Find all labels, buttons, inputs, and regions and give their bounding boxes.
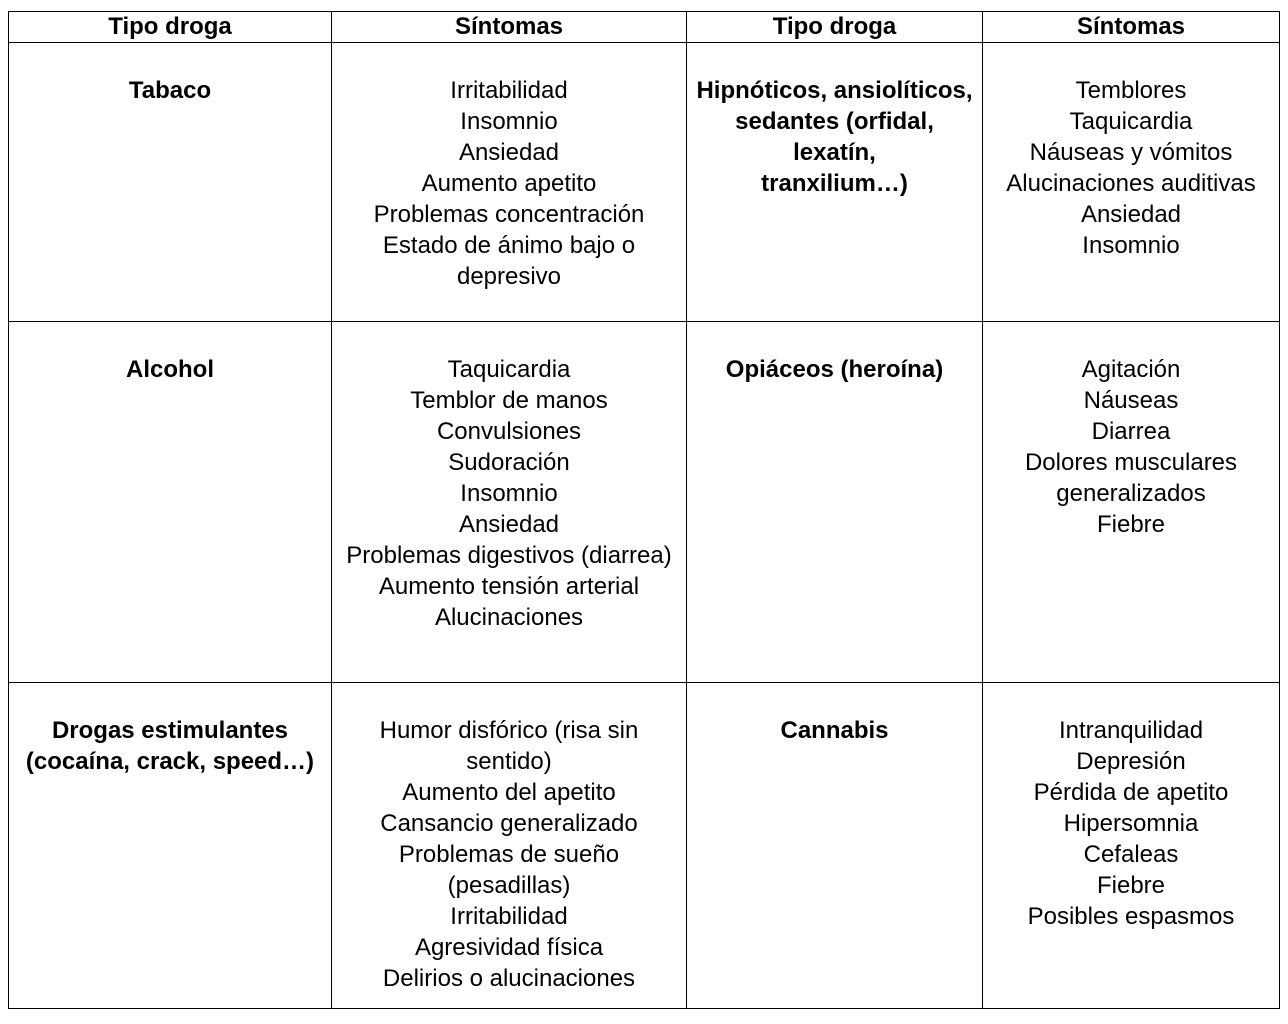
symptom-item: Náuseas y vómitos [1029,139,1233,166]
symptom-item: Cefaleas [1083,841,1179,868]
symptom-item: Insomnio [460,480,558,507]
drug-name: Tabaco [128,77,212,104]
symptom-item: Convulsiones [436,418,582,445]
symptoms-cell [332,43,687,322]
symptom-item: Intranquilidad [1058,717,1204,744]
symptoms-cell [983,43,1280,322]
symptom-item: Alucinaciones auditivas [1006,170,1256,197]
drug-name: tranxilium…) [761,170,908,197]
drug-type-cell [9,43,332,322]
drug-name: Opiáceos (heroína) [725,356,944,383]
symptom-item: Dolores musculares [1024,449,1238,476]
symptom-item: Problemas concentración [373,201,645,228]
symptoms-cell [332,683,687,1009]
drug-type-cell [9,683,332,1009]
symptom-item: Problemas digestivos (diarrea) [346,542,672,569]
drug-type-cell [687,683,983,1009]
symptom-item: generalizados [1056,480,1206,507]
symptom-item: Ansiedad [458,511,560,538]
symptom-item: Taquicardia [447,356,571,383]
header-symptoms-right: Síntomas [983,12,1280,43]
symptom-item: Cansancio generalizado [380,810,638,837]
table-row [9,322,1280,683]
symptom-item: Agresividad física [414,934,604,961]
symptom-item: Humor disfórico (risa sin sentido) [379,717,639,775]
symptom-item: Temblor de manos [410,387,608,414]
header-row [9,12,1280,43]
symptom-item: Ansiedad [458,139,560,166]
drug-name: Drogas estimulantes [51,717,289,744]
symptom-item: Fiebre [1096,872,1166,899]
symptom-item: Delirios o alucinaciones [382,965,636,992]
symptom-item: Fiebre [1096,511,1166,538]
symptom-item: Depresión [1076,748,1186,775]
drug-type-cell [687,322,983,683]
symptom-item: Insomnio [460,108,558,135]
symptom-item: depresivo [456,263,562,290]
drug-withdrawal-table [8,11,1280,1009]
table-row [9,683,1280,1009]
symptoms-cell [983,683,1280,1009]
header-drug-type-right: Tipo droga [687,12,983,43]
symptom-item: Taquicardia [1069,108,1193,135]
symptom-item: Irritabilidad [450,77,568,104]
drug-name: Alcohol [126,356,214,383]
symptom-item: Náuseas [1083,387,1179,414]
header-drug-type-left: Tipo droga [9,12,332,43]
symptom-item: Diarrea [1091,418,1171,445]
symptom-item: Insomnio [1082,232,1180,259]
symptom-item: Agitación [1081,356,1181,383]
symptom-item: Problemas de sueño (pesadillas) [398,841,620,899]
symptom-item: Aumento tensión arterial [378,573,640,600]
drug-type-cell [9,322,332,683]
header-symptoms-left: Síntomas [332,12,687,43]
symptom-item: Irritabilidad [450,903,568,930]
drug-name: (cocaína, crack, speed…) [25,748,315,775]
symptoms-cell [983,322,1280,683]
table-row [9,43,1280,322]
symptom-item: Estado de ánimo bajo o [382,232,636,259]
symptom-item: Aumento del apetito [402,779,616,806]
drug-type-cell [687,43,983,322]
symptom-item: Aumento apetito [421,170,597,197]
symptom-item: Ansiedad [1080,201,1182,228]
drug-name: Cannabis [780,717,889,744]
drug-name: Hipnóticos, ansiolíticos, [696,77,973,104]
symptoms-cell [332,322,687,683]
symptom-item: Posibles espasmos [1027,903,1235,930]
symptom-item: Pérdida de apetito [1033,779,1229,806]
symptom-item: Sudoración [448,449,570,476]
symptom-item: Alucinaciones [434,604,584,631]
symptom-item: Hipersomnia [1063,810,1199,837]
drug-name: sedantes (orfidal, lexatín, [735,108,934,166]
symptom-item: Temblores [1075,77,1187,104]
